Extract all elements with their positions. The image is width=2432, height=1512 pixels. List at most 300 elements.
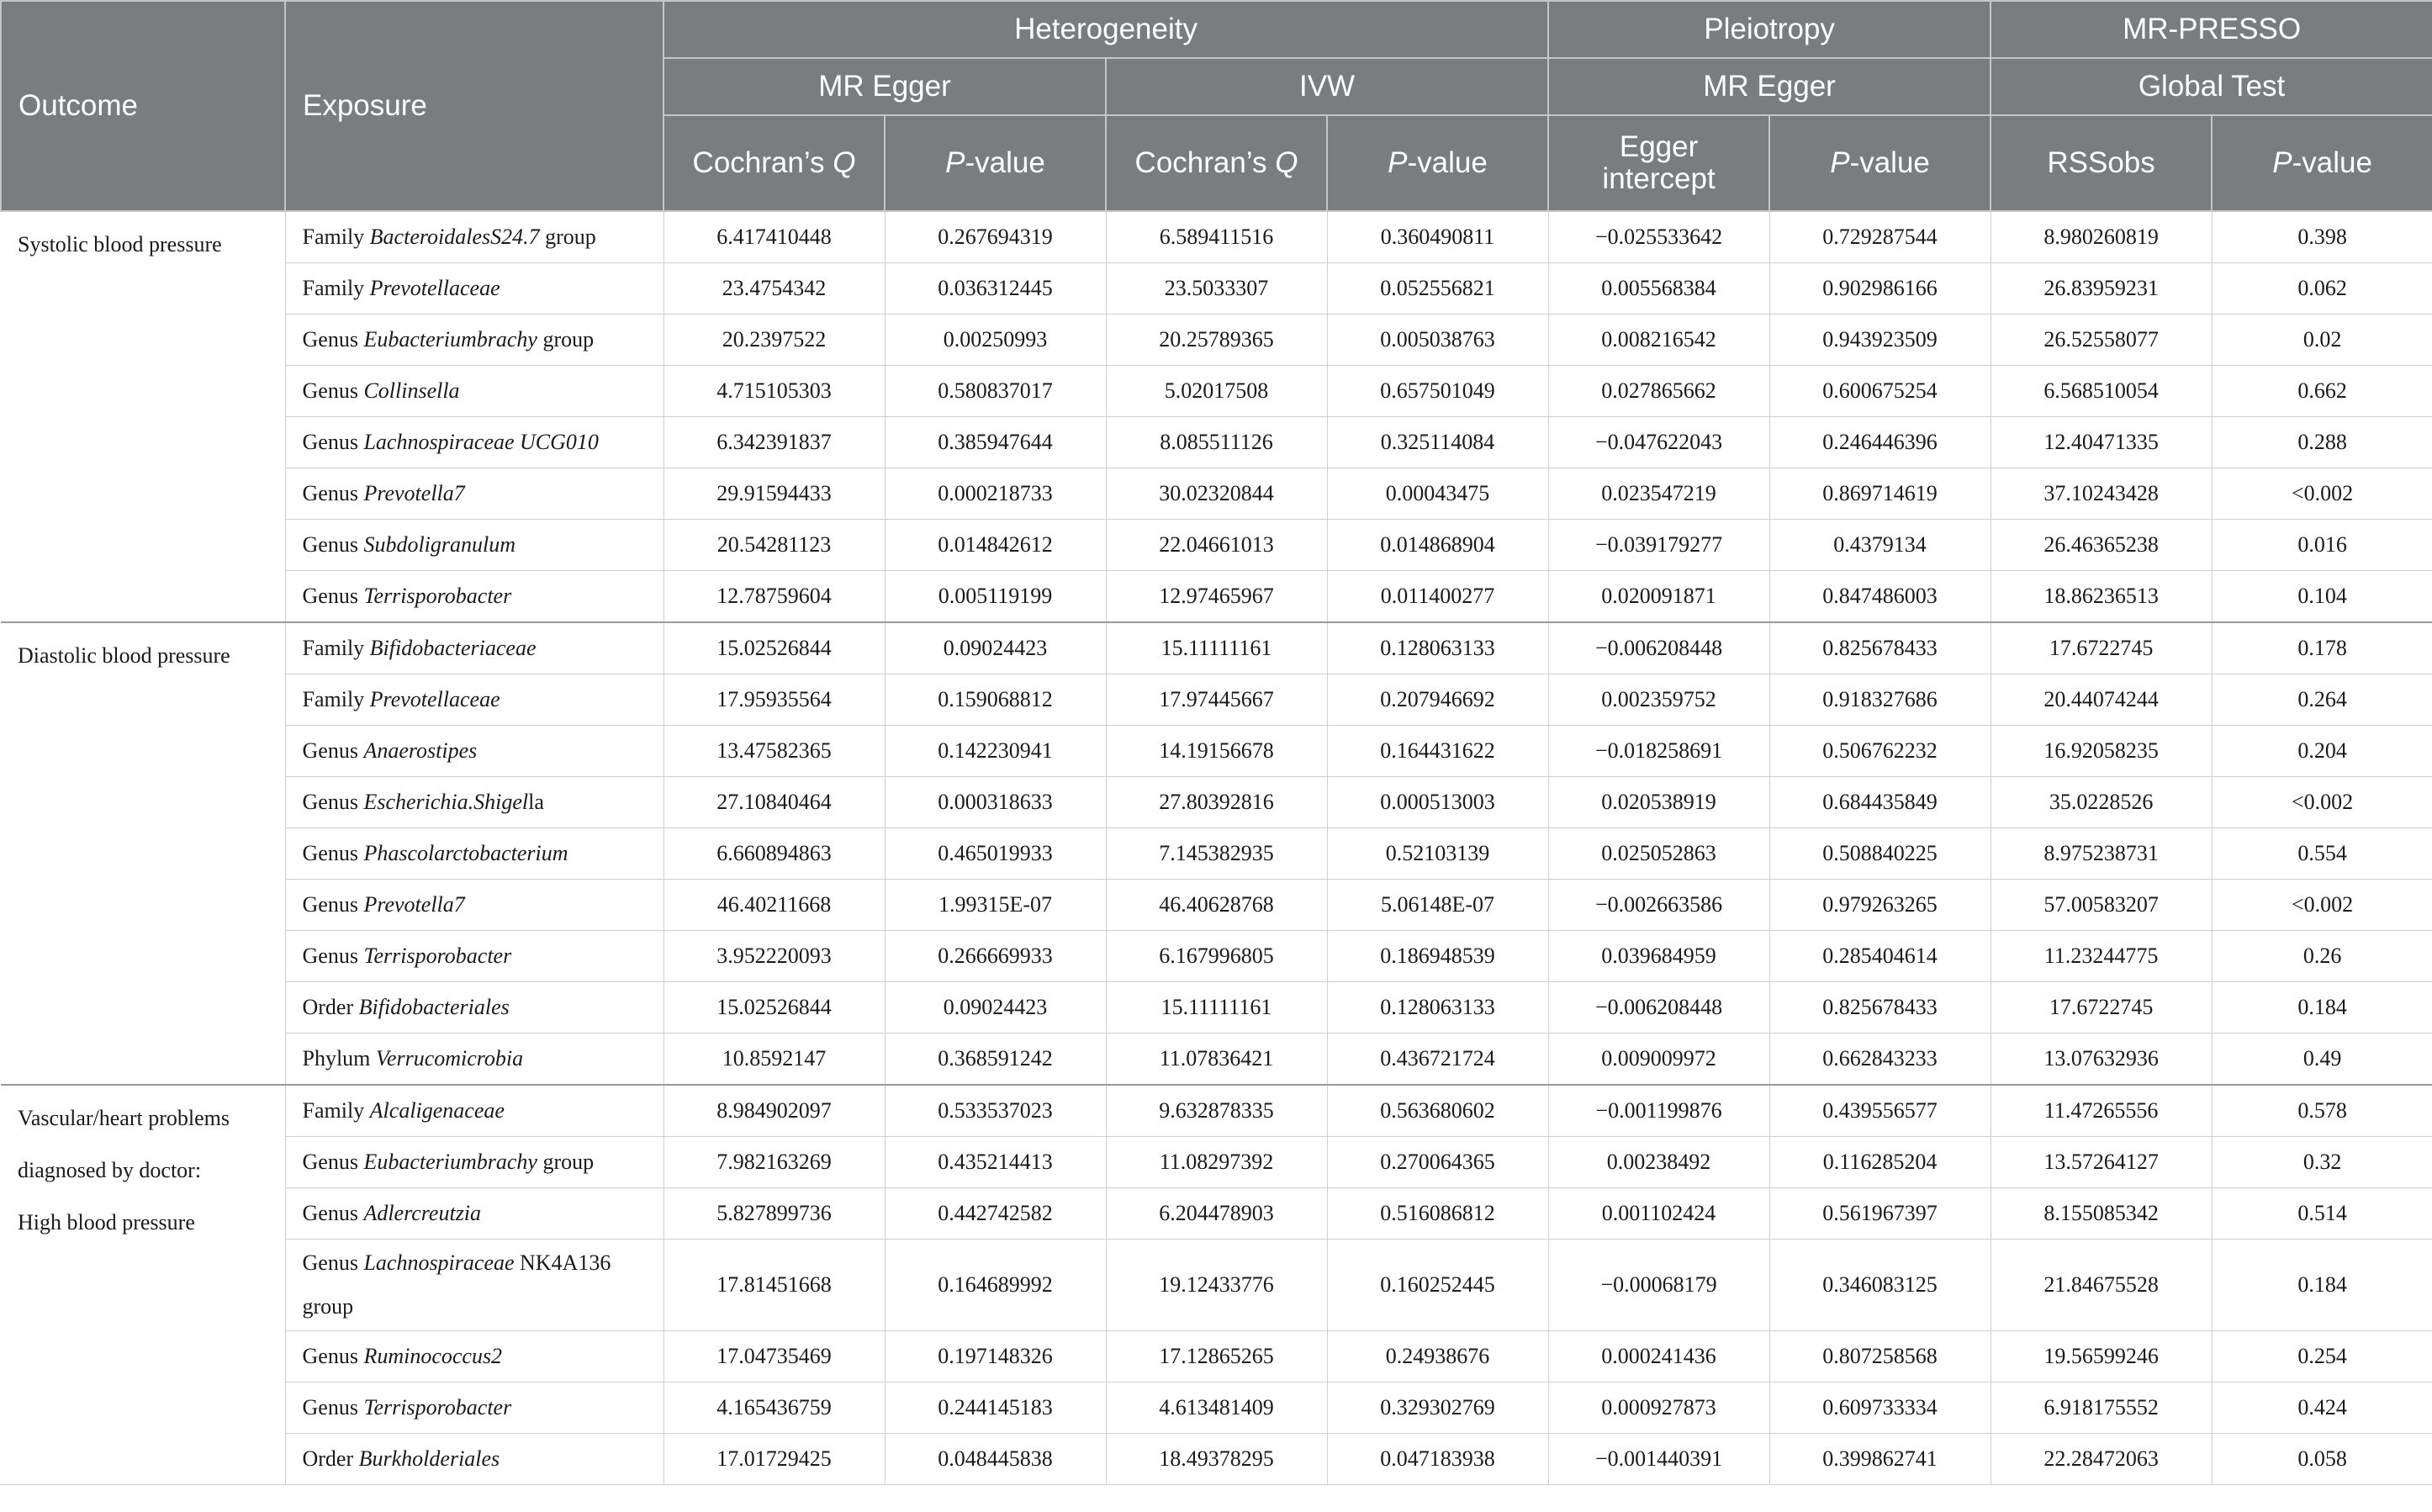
- egger-cochran-q-cell: 27.10840464: [664, 777, 885, 828]
- global-p-value-cell: 0.49: [2212, 1034, 2432, 1086]
- exposure-taxon: Bifidobacteriales: [358, 995, 510, 1019]
- ivw-cochran-q-cell: 17.12865265: [1106, 1331, 1327, 1382]
- cochran-q-symbol: Q: [1275, 146, 1298, 179]
- exposure-prefix: Genus: [302, 1201, 364, 1225]
- rssobs-cell: 11.47265556: [1991, 1085, 2212, 1137]
- exposure-cell: [285, 982, 664, 1034]
- egger-cochran-q-cell: 13.47582365: [664, 726, 885, 777]
- exposure-cell: [285, 520, 664, 571]
- pleiotropy-p-value-cell: 0.399862741: [1769, 1434, 1991, 1485]
- egger-intercept-cell: −0.047622043: [1548, 417, 1769, 468]
- global-p-value-cell: 0.254: [2212, 1331, 2432, 1382]
- table-row: [1, 315, 2432, 366]
- pleiotropy-p-value-cell: 0.439556577: [1769, 1085, 1991, 1137]
- table-row: [1, 1188, 2432, 1240]
- egger-p-value-cell: 0.580837017: [885, 366, 1106, 417]
- ivw-p-value-cell: 0.011400277: [1327, 571, 1548, 623]
- col-outcome: Outcome: [1, 1, 285, 211]
- table-row: [1, 263, 2432, 315]
- exposure-taxon: Ruminococcus2: [363, 1344, 503, 1368]
- col-exposure: Exposure: [285, 1, 664, 211]
- ivw-cochran-q-cell: 5.02017508: [1106, 366, 1327, 417]
- egger-p-value-cell: 0.000218733: [885, 468, 1106, 520]
- exposure-taxon: Prevotella7: [363, 481, 465, 505]
- pleiotropy-p-value-cell: 0.869714619: [1769, 468, 1991, 520]
- global-p-value-cell: 0.578: [2212, 1085, 2432, 1137]
- col-egger-cochran-q: [664, 115, 885, 211]
- exposure-prefix: Genus: [302, 378, 364, 403]
- egger-p-value-cell: 0.267694319: [885, 211, 1106, 263]
- exposure-prefix: Genus: [302, 481, 364, 505]
- ivw-cochran-q-cell: 27.80392816: [1106, 777, 1327, 828]
- ivw-p-value-cell: 0.325114084: [1327, 417, 1548, 468]
- global-p-value-cell: <0.002: [2212, 880, 2432, 931]
- egger-intercept-cell: −0.025533642: [1548, 211, 1769, 263]
- exposure-taxon: Subdoligranulum: [363, 532, 516, 557]
- exposure-cell: [285, 880, 664, 931]
- table-row: [1, 1434, 2432, 1485]
- ivw-p-value-cell: 0.186948539: [1327, 931, 1548, 982]
- egger-intercept-cell: 0.027865662: [1548, 366, 1769, 417]
- exposure-taxon: Lachnospiraceae: [363, 1250, 515, 1275]
- ivw-cochran-q-cell: 11.07836421: [1106, 1034, 1327, 1086]
- egger-intercept-cell: 0.001102424: [1548, 1188, 1769, 1240]
- egger-cochran-q-cell: 17.95935564: [664, 674, 885, 726]
- subgroup-mr-egger-heterogeneity: MR Egger: [664, 58, 1106, 115]
- rssobs-cell: 6.918175552: [1991, 1382, 2212, 1434]
- pleiotropy-p-value-cell: 0.825678433: [1769, 622, 1991, 674]
- global-p-value-cell: 0.32: [2212, 1137, 2432, 1188]
- ivw-cochran-q-cell: 14.19156678: [1106, 726, 1327, 777]
- pleiotropy-p-value-cell: 0.847486003: [1769, 571, 1991, 623]
- pleiotropy-p-value-cell: 0.902986166: [1769, 263, 1991, 315]
- table-row: [1, 726, 2432, 777]
- exposure-cell: [285, 1382, 664, 1434]
- outcome-label-line: High blood pressure: [18, 1210, 195, 1234]
- cochran-q-text: Cochran’s: [692, 146, 833, 179]
- global-p-value-cell: 0.058: [2212, 1434, 2432, 1485]
- egger-intercept-cell: 0.020538919: [1548, 777, 1769, 828]
- egger-p-value-cell: 0.442742582: [885, 1188, 1106, 1240]
- global-p-value-cell: 0.514: [2212, 1188, 2432, 1240]
- global-p-value-cell: 0.662: [2212, 366, 2432, 417]
- table-row: [1, 777, 2432, 828]
- pleiotropy-p-value-cell: 0.807258568: [1769, 1331, 1991, 1382]
- exposure-prefix: Genus: [302, 327, 364, 352]
- table-header: [1, 1, 2432, 211]
- exposure-prefix: Genus: [302, 892, 364, 917]
- ivw-cochran-q-cell: 18.49378295: [1106, 1434, 1327, 1485]
- global-p-value-cell: 0.178: [2212, 622, 2432, 674]
- egger-cochran-q-cell: 15.02526844: [664, 982, 885, 1034]
- exposure-prefix: Genus: [302, 1344, 364, 1368]
- group-heterogeneity: Heterogeneity: [664, 1, 1548, 58]
- exposure-prefix: Family: [302, 636, 370, 660]
- exposure-prefix: Phylum: [302, 1046, 376, 1071]
- table-row: [1, 468, 2432, 520]
- p-value-text: -value: [1407, 146, 1488, 179]
- ivw-cochran-q-cell: 8.085511126: [1106, 417, 1327, 468]
- global-p-value-cell: 0.184: [2212, 1240, 2432, 1331]
- egger-intercept-cell: −0.039179277: [1548, 520, 1769, 571]
- exposure-taxon: Eubacteriumbrachy: [363, 1150, 537, 1174]
- outcome-cell: [1, 622, 285, 1085]
- egger-intercept-cell: −0.00068179: [1548, 1240, 1769, 1331]
- rssobs-cell: 11.23244775: [1991, 931, 2212, 982]
- ivw-p-value-cell: 0.657501049: [1327, 366, 1548, 417]
- exposure-cell: [285, 726, 664, 777]
- exposure-suffix: NK4A136 group: [302, 1250, 611, 1319]
- rssobs-cell: 57.00583207: [1991, 880, 2212, 931]
- ivw-cochran-q-cell: 6.167996805: [1106, 931, 1327, 982]
- ivw-p-value-cell: 0.207946692: [1327, 674, 1548, 726]
- exposure-cell: [285, 1240, 664, 1331]
- ivw-p-value-cell: 0.160252445: [1327, 1240, 1548, 1331]
- exposure-cell: [285, 468, 664, 520]
- egger-p-value-cell: 0.164689992: [885, 1240, 1106, 1331]
- exposure-prefix: Genus: [302, 532, 364, 557]
- pleiotropy-p-value-cell: 0.684435849: [1769, 777, 1991, 828]
- egger-cochran-q-cell: 6.417410448: [664, 211, 885, 263]
- global-p-value-cell: 0.288: [2212, 417, 2432, 468]
- table-row: [1, 1382, 2432, 1434]
- ivw-p-value-cell: 0.000513003: [1327, 777, 1548, 828]
- egger-intercept-cell: 0.005568384: [1548, 263, 1769, 315]
- exposure-prefix: Genus: [302, 790, 364, 814]
- exposure-cell: [285, 674, 664, 726]
- rssobs-cell: 17.6722745: [1991, 622, 2212, 674]
- pleiotropy-p-value-cell: 0.662843233: [1769, 1034, 1991, 1086]
- egger-p-value-cell: 0.000318633: [885, 777, 1106, 828]
- egger-intercept-cell: 0.002359752: [1548, 674, 1769, 726]
- exposure-taxon: Burkholderiales: [358, 1446, 500, 1471]
- egger-cochran-q-cell: 15.02526844: [664, 622, 885, 674]
- ivw-p-value-cell: 0.052556821: [1327, 263, 1548, 315]
- table-row: [1, 880, 2432, 931]
- ivw-p-value-cell: 0.164431622: [1327, 726, 1548, 777]
- pleiotropy-p-value-cell: 0.506762232: [1769, 726, 1991, 777]
- egger-p-value-cell: 1.99315E-07: [885, 880, 1106, 931]
- egger-cochran-q-cell: 29.91594433: [664, 468, 885, 520]
- egger-intercept-cell: 0.020091871: [1548, 571, 1769, 623]
- exposure-suffix: group: [537, 327, 595, 352]
- rssobs-cell: 26.83959231: [1991, 263, 2212, 315]
- table-row: [1, 520, 2432, 571]
- cochran-q-text: Cochran’s: [1134, 146, 1276, 179]
- exposure-prefix: Genus: [302, 1395, 364, 1419]
- egger-intercept-cell: −0.006208448: [1548, 622, 1769, 674]
- exposure-taxon: Phascolarctobacterium: [363, 841, 568, 865]
- table-row: [1, 828, 2432, 880]
- egger-cochran-q-cell: 20.2397522: [664, 315, 885, 366]
- exposure-cell: [285, 1137, 664, 1188]
- exposure-suffix: group: [539, 225, 596, 249]
- outcome-cell: [1, 211, 285, 622]
- exposure-suffix: group: [537, 1150, 595, 1174]
- egger-intercept-cell: −0.002663586: [1548, 880, 1769, 931]
- exposure-taxon: Adlercreutzia: [363, 1201, 482, 1225]
- p-symbol: P: [945, 146, 965, 179]
- exposure-taxon: Bifidobacteriaceae: [369, 636, 537, 660]
- table-row: [1, 571, 2432, 623]
- outcome-label-line: Vascular/heart problems: [18, 1106, 230, 1130]
- ivw-cochran-q-cell: 11.08297392: [1106, 1137, 1327, 1188]
- ivw-p-value-cell: 0.128063133: [1327, 622, 1548, 674]
- ivw-cochran-q-cell: 17.97445667: [1106, 674, 1327, 726]
- pleiotropy-p-value-cell: 0.918327686: [1769, 674, 1991, 726]
- exposure-prefix: Genus: [302, 430, 364, 454]
- rssobs-cell: 13.57264127: [1991, 1137, 2212, 1188]
- exposure-taxon: Prevotella7: [363, 892, 465, 917]
- ivw-cochran-q-cell: 15.11111161: [1106, 982, 1327, 1034]
- egger-intercept-cell: 0.00238492: [1548, 1137, 1769, 1188]
- egger-p-value-cell: 0.266669933: [885, 931, 1106, 982]
- table-row: [1, 1034, 2432, 1086]
- egger-p-value-cell: 0.09024423: [885, 982, 1106, 1034]
- ivw-p-value-cell: 0.360490811: [1327, 211, 1548, 263]
- outcome-cell: [1, 1085, 285, 1485]
- egger-intercept-cell: 0.009009972: [1548, 1034, 1769, 1086]
- table-row: [1, 674, 2432, 726]
- egger-cochran-q-cell: 23.4754342: [664, 263, 885, 315]
- egger-cochran-q-cell: 17.81451668: [664, 1240, 885, 1331]
- egger-cochran-q-cell: 4.165436759: [664, 1382, 885, 1434]
- global-p-value-cell: <0.002: [2212, 468, 2432, 520]
- exposure-prefix: Family: [302, 687, 370, 711]
- rssobs-cell: 19.56599246: [1991, 1331, 2212, 1382]
- egger-p-value-cell: 0.014842612: [885, 520, 1106, 571]
- egger-intercept-cell: −0.001199876: [1548, 1085, 1769, 1137]
- outcome-label-line: diagnosed by doctor:: [18, 1158, 202, 1182]
- egger-cochran-q-cell: 20.54281123: [664, 520, 885, 571]
- pleiotropy-p-value-cell: 0.561967397: [1769, 1188, 1991, 1240]
- global-p-value-cell: 0.424: [2212, 1382, 2432, 1434]
- exposure-cell: [285, 263, 664, 315]
- ivw-cochran-q-cell: 12.97465967: [1106, 571, 1327, 623]
- egger-p-value-cell: 0.09024423: [885, 622, 1106, 674]
- table-row: [1, 1137, 2432, 1188]
- rssobs-cell: 21.84675528: [1991, 1240, 2212, 1331]
- ivw-p-value-cell: 0.128063133: [1327, 982, 1548, 1034]
- rssobs-cell: 8.975238731: [1991, 828, 2212, 880]
- exposure-cell: [285, 1034, 664, 1086]
- pleiotropy-p-value-cell: 0.508840225: [1769, 828, 1991, 880]
- p-value-text: -value: [965, 146, 1045, 179]
- exposure-cell: [285, 1188, 664, 1240]
- global-p-value-cell: 0.02: [2212, 315, 2432, 366]
- exposure-taxon: Terrisporobacter: [363, 584, 512, 608]
- exposure-cell: [285, 571, 664, 623]
- rssobs-cell: 35.0228526: [1991, 777, 2212, 828]
- exposure-taxon: Escherichia.Shigel: [363, 790, 529, 814]
- col-rssobs: RSSobs: [1991, 115, 2212, 211]
- egger-intercept-cell: 0.008216542: [1548, 315, 1769, 366]
- egger-p-value-cell: 0.00250993: [885, 315, 1106, 366]
- p-symbol: P: [1388, 146, 1408, 179]
- egger-cochran-q-cell: 8.984902097: [664, 1085, 885, 1137]
- exposure-cell: [285, 931, 664, 982]
- cochran-q-symbol: Q: [833, 146, 856, 179]
- pleiotropy-p-value-cell: 0.943923509: [1769, 315, 1991, 366]
- global-p-value-cell: 0.204: [2212, 726, 2432, 777]
- rssobs-cell: 6.568510054: [1991, 366, 2212, 417]
- egger-p-value-cell: 0.533537023: [885, 1085, 1106, 1137]
- rssobs-cell: 17.6722745: [1991, 982, 2212, 1034]
- egger-p-value-cell: 0.244145183: [885, 1382, 1106, 1434]
- ivw-cochran-q-cell: 20.25789365: [1106, 315, 1327, 366]
- table-row: [1, 366, 2432, 417]
- egger-p-value-cell: 0.368591242: [885, 1034, 1106, 1086]
- table-row: [1, 211, 2432, 263]
- pleiotropy-p-value-cell: 0.116285204: [1769, 1137, 1991, 1188]
- p-symbol: P: [2272, 146, 2292, 179]
- egger-p-value-cell: 0.385947644: [885, 417, 1106, 468]
- egger-p-value-cell: 0.005119199: [885, 571, 1106, 623]
- exposure-prefix: Family: [302, 1098, 370, 1123]
- pleiotropy-p-value-cell: 0.246446396: [1769, 417, 1991, 468]
- p-value-text: -value: [1849, 146, 1930, 179]
- rssobs-cell: 16.92058235: [1991, 726, 2212, 777]
- exposure-prefix: Family: [302, 225, 370, 249]
- exposure-cell: [285, 828, 664, 880]
- ivw-p-value-cell: 0.00043475: [1327, 468, 1548, 520]
- pleiotropy-p-value-cell: 0.600675254: [1769, 366, 1991, 417]
- rssobs-cell: 8.155085342: [1991, 1188, 2212, 1240]
- global-p-value-cell: <0.002: [2212, 777, 2432, 828]
- ivw-p-value-cell: 0.52103139: [1327, 828, 1548, 880]
- pleiotropy-p-value-cell: 0.4379134: [1769, 520, 1991, 571]
- ivw-cochran-q-cell: 6.589411516: [1106, 211, 1327, 263]
- egger-cochran-q-cell: 4.715105303: [664, 366, 885, 417]
- egger-intercept-line2: intercept: [1602, 162, 1716, 195]
- egger-cochran-q-cell: 17.01729425: [664, 1434, 885, 1485]
- exposure-prefix: Order: [302, 1446, 359, 1471]
- pleiotropy-p-value-cell: 0.825678433: [1769, 982, 1991, 1034]
- egger-p-value-cell: 0.159068812: [885, 674, 1106, 726]
- ivw-p-value-cell: 0.563680602: [1327, 1085, 1548, 1137]
- table-row: [1, 1085, 2432, 1137]
- egger-intercept-cell: 0.039684959: [1548, 931, 1769, 982]
- exposure-cell: [285, 211, 664, 263]
- pleiotropy-p-value-cell: 0.346083125: [1769, 1240, 1991, 1331]
- ivw-cochran-q-cell: 23.5033307: [1106, 263, 1327, 315]
- global-p-value-cell: 0.264: [2212, 674, 2432, 726]
- global-p-value-cell: 0.554: [2212, 828, 2432, 880]
- col-global-p-value: [2212, 115, 2432, 211]
- egger-intercept-line1: Egger: [1619, 130, 1699, 163]
- egger-cochran-q-cell: 3.952220093: [664, 931, 885, 982]
- exposure-prefix: Genus: [302, 738, 364, 763]
- ivw-p-value-cell: 0.014868904: [1327, 520, 1548, 571]
- global-p-value-cell: 0.016: [2212, 520, 2432, 571]
- egger-cochran-q-cell: 46.40211668: [664, 880, 885, 931]
- global-p-value-cell: 0.398: [2212, 211, 2432, 263]
- ivw-p-value-cell: 0.329302769: [1327, 1382, 1548, 1434]
- ivw-cochran-q-cell: 7.145382935: [1106, 828, 1327, 880]
- col-ivw-cochran-q: [1106, 115, 1327, 211]
- exposure-prefix: Genus: [302, 841, 364, 865]
- exposure-taxon: Terrisporobacter: [363, 944, 512, 968]
- global-p-value-cell: 0.184: [2212, 982, 2432, 1034]
- exposure-taxon: Prevotellaceae: [369, 276, 500, 300]
- exposure-suffix: la: [528, 790, 544, 814]
- exposure-prefix: Family: [302, 276, 370, 300]
- exposure-taxon: Alcaligenaceae: [369, 1098, 505, 1123]
- col-egger-p-value: [885, 115, 1106, 211]
- pleiotropy-p-value-cell: 0.285404614: [1769, 931, 1991, 982]
- exposure-prefix: Genus: [302, 1150, 364, 1174]
- exposure-cell: [285, 622, 664, 674]
- exposure-taxon: Eubacteriumbrachy: [363, 327, 537, 352]
- egger-cochran-q-cell: 6.660894863: [664, 828, 885, 880]
- subgroup-mr-egger-pleiotropy: MR Egger: [1548, 58, 1991, 115]
- group-mr-presso: MR-PRESSO: [1991, 1, 2432, 58]
- p-symbol: P: [1830, 146, 1850, 179]
- ivw-cochran-q-cell: 30.02320844: [1106, 468, 1327, 520]
- exposure-taxon: Prevotellaceae: [369, 687, 500, 711]
- table-row: [1, 1240, 2432, 1331]
- ivw-p-value-cell: 0.270064365: [1327, 1137, 1548, 1188]
- egger-p-value-cell: 0.036312445: [885, 263, 1106, 315]
- rssobs-cell: 26.52558077: [1991, 315, 2212, 366]
- ivw-p-value-cell: 0.24938676: [1327, 1331, 1548, 1382]
- rssobs-cell: 37.10243428: [1991, 468, 2212, 520]
- egger-intercept-cell: 0.000927873: [1548, 1382, 1769, 1434]
- pleiotropy-p-value-cell: 0.979263265: [1769, 880, 1991, 931]
- col-egger-intercept: [1548, 115, 1769, 211]
- ivw-p-value-cell: 0.005038763: [1327, 315, 1548, 366]
- ivw-cochran-q-cell: 46.40628768: [1106, 880, 1327, 931]
- exposure-cell: [285, 1434, 664, 1485]
- table-row: [1, 417, 2432, 468]
- egger-cochran-q-cell: 17.04735469: [664, 1331, 885, 1382]
- exposure-taxon: Collinsella: [363, 378, 460, 403]
- group-pleiotropy: Pleiotropy: [1548, 1, 1991, 58]
- egger-p-value-cell: 0.142230941: [885, 726, 1106, 777]
- exposure-cell: [285, 777, 664, 828]
- global-p-value-cell: 0.062: [2212, 263, 2432, 315]
- exposure-taxon: Terrisporobacter: [363, 1395, 512, 1419]
- col-pleiotropy-p-value: [1769, 115, 1991, 211]
- rssobs-cell: 8.980260819: [1991, 211, 2212, 263]
- exposure-prefix: Order: [302, 995, 359, 1019]
- egger-cochran-q-cell: 6.342391837: [664, 417, 885, 468]
- exposure-taxon: BacteroidalesS24.7: [369, 225, 540, 249]
- rssobs-cell: 22.28472063: [1991, 1434, 2212, 1485]
- exposure-prefix: Genus: [302, 1250, 364, 1275]
- egger-cochran-q-cell: 5.827899736: [664, 1188, 885, 1240]
- egger-cochran-q-cell: 12.78759604: [664, 571, 885, 623]
- ivw-p-value-cell: 0.516086812: [1327, 1188, 1548, 1240]
- ivw-cochran-q-cell: 9.632878335: [1106, 1085, 1327, 1137]
- global-p-value-cell: 0.26: [2212, 931, 2432, 982]
- egger-intercept-cell: 0.023547219: [1548, 468, 1769, 520]
- exposure-cell: [285, 315, 664, 366]
- ivw-cochran-q-cell: 19.12433776: [1106, 1240, 1327, 1331]
- ivw-cochran-q-cell: 6.204478903: [1106, 1188, 1327, 1240]
- rssobs-cell: 12.40471335: [1991, 417, 2212, 468]
- ivw-p-value-cell: 0.436721724: [1327, 1034, 1548, 1086]
- ivw-cochran-q-cell: 4.613481409: [1106, 1382, 1327, 1434]
- exposure-taxon: Anaerostipes: [363, 738, 478, 763]
- exposure-cell: [285, 1085, 664, 1137]
- table-body: [1, 211, 2432, 1485]
- pleiotropy-p-value-cell: 0.609733334: [1769, 1382, 1991, 1434]
- table-row: [1, 931, 2432, 982]
- ivw-cochran-q-cell: 15.11111161: [1106, 622, 1327, 674]
- egger-intercept-cell: −0.018258691: [1548, 726, 1769, 777]
- ivw-p-value-cell: 5.06148E-07: [1327, 880, 1548, 931]
